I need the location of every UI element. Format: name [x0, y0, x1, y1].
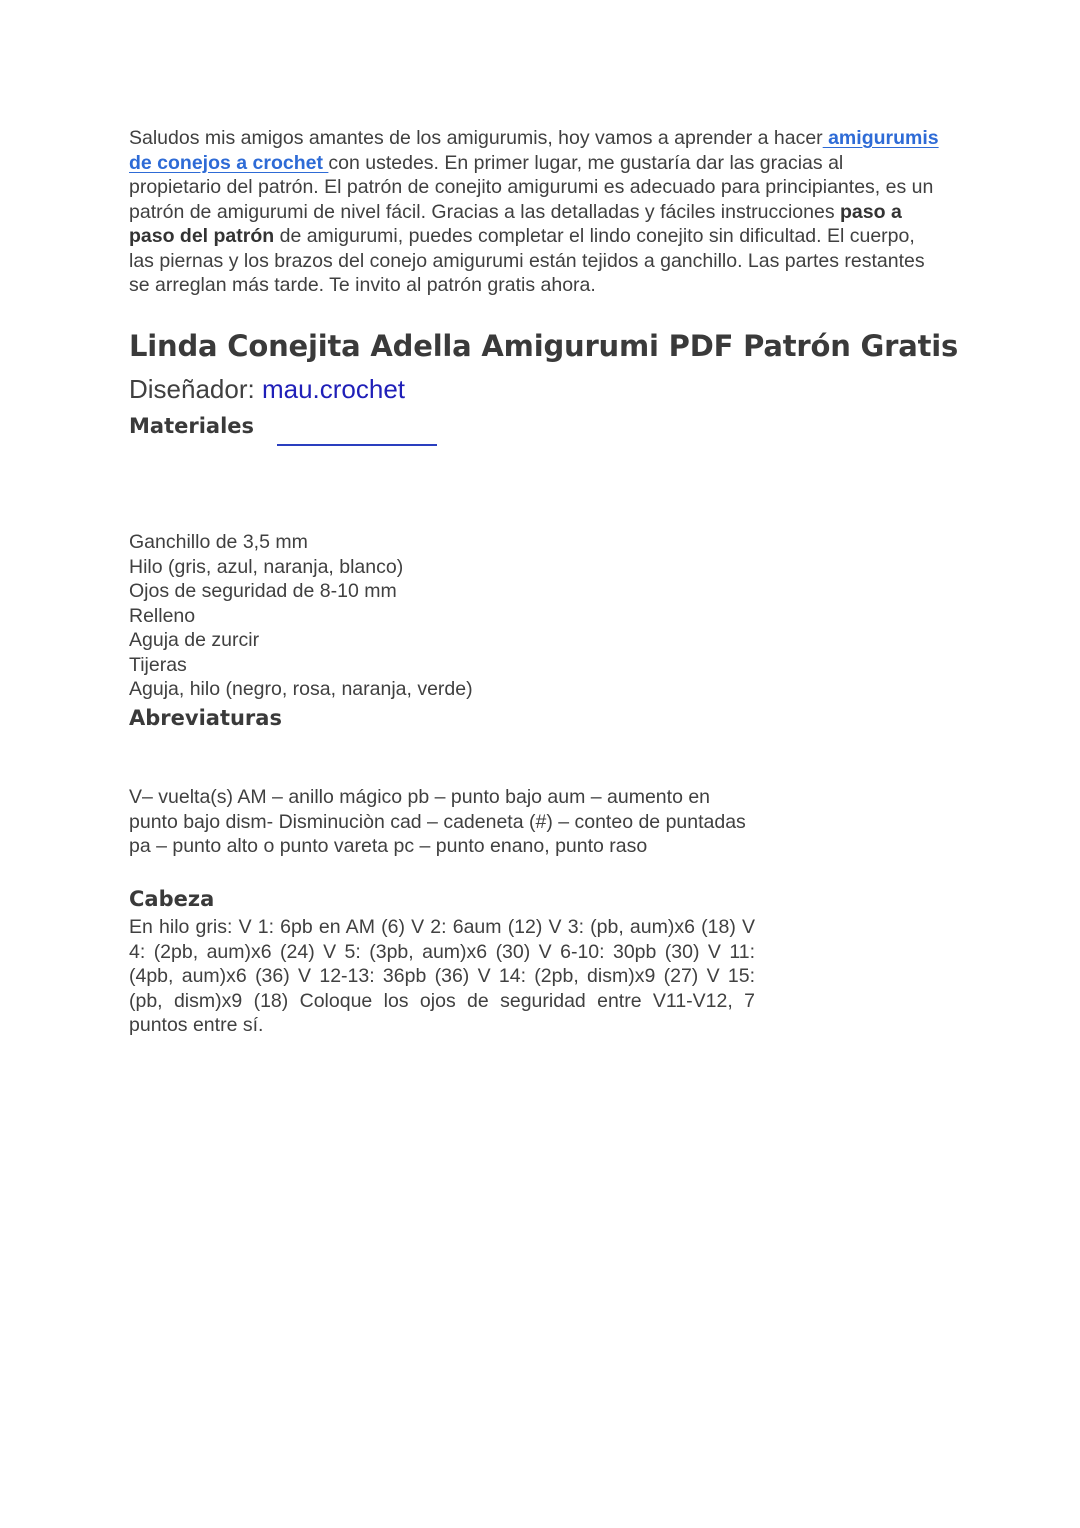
intro-text-start: Saludos mis amigos amantes de los amigurumis, hoy vamos a aprender a hacer: [129, 127, 823, 149]
head-section-heading: Cabeza: [129, 887, 215, 911]
list-item: Tijeras: [129, 653, 187, 676]
list-item: Relleno: [129, 604, 196, 627]
intro-text-end: de amigurumi, puedes completar el lindo conejito sin dificultad. El cuerpo, las piernas y los brazos del conejo amigurumi están tejidos a ganchillo. Las partes restantes se arreglan más tarde. Te invito al patrón gratis ahora.: [129, 225, 925, 296]
decorative-underline: [277, 444, 437, 446]
abbreviations-text: V– vuelta(s) AM – anillo mágico pb – punto bajo aum – aumento en punto bajo dism- Disminuciòn cad – cadeneta (#) – conteo de puntadas pa – punto alto o punto vareta pc – punto enano, punto raso: [129, 786, 746, 857]
intro-paragraph: [129, 126, 939, 298]
designer-line: [129, 372, 405, 406]
list-item: Aguja, hilo (negro, rosa, naranja, verde): [129, 678, 473, 700]
page-title: Linda Conejita Adella Amigurumi PDF Patrón Gratis: [129, 329, 959, 363]
head-section-text: En hilo gris: V 1: 6pb en AM (6) V 2: 6aum (12) V 3: (pb, aum)x6 (18) V 4: (2pb, aum)x6 (24) V 5: (3pb, aum)x6 (30) V 6-10: 30pb (30) V 11: (4pb, aum)x6 (36) V 12-13: 36pb (36) V 14: (2pb, dism)x9 (27) V 15: (pb, dism)x9 (18) Coloque los ojos de seguridad entre V11-V12, 7 puntos entre sí.: [129, 916, 755, 1036]
list-item: Ganchillo de 3,5 mm: [129, 531, 308, 553]
designer-link[interactable]: mau.crochet: [261, 374, 406, 404]
amigurumi-rabbits-link[interactable]: amigurumis de conejos a crochet: [129, 127, 939, 174]
intro-bold-phrase: paso a paso del patrón: [129, 200, 902, 247]
list-item: Hilo (gris, azul, naranja, blanco): [129, 555, 404, 578]
materials-heading: Materiales: [129, 414, 255, 438]
list-item: Aguja de zurcir: [129, 629, 260, 651]
intro-text-middle: con ustedes. En primer lugar, me gustaría dar las gracias al propietario del patrón. El patrón de conejito amigurumi es adecuado para principiantes, es un patrón de amigurumi de nivel fácil. Gracias a las detalladas y fáciles instrucciones: [129, 151, 934, 223]
designer-label: Diseñador:: [129, 374, 262, 404]
materials-list: [129, 530, 473, 702]
abbreviations-heading: Abreviaturas: [129, 706, 282, 730]
list-item: Ojos de seguridad de 8-10 mm: [129, 580, 397, 602]
